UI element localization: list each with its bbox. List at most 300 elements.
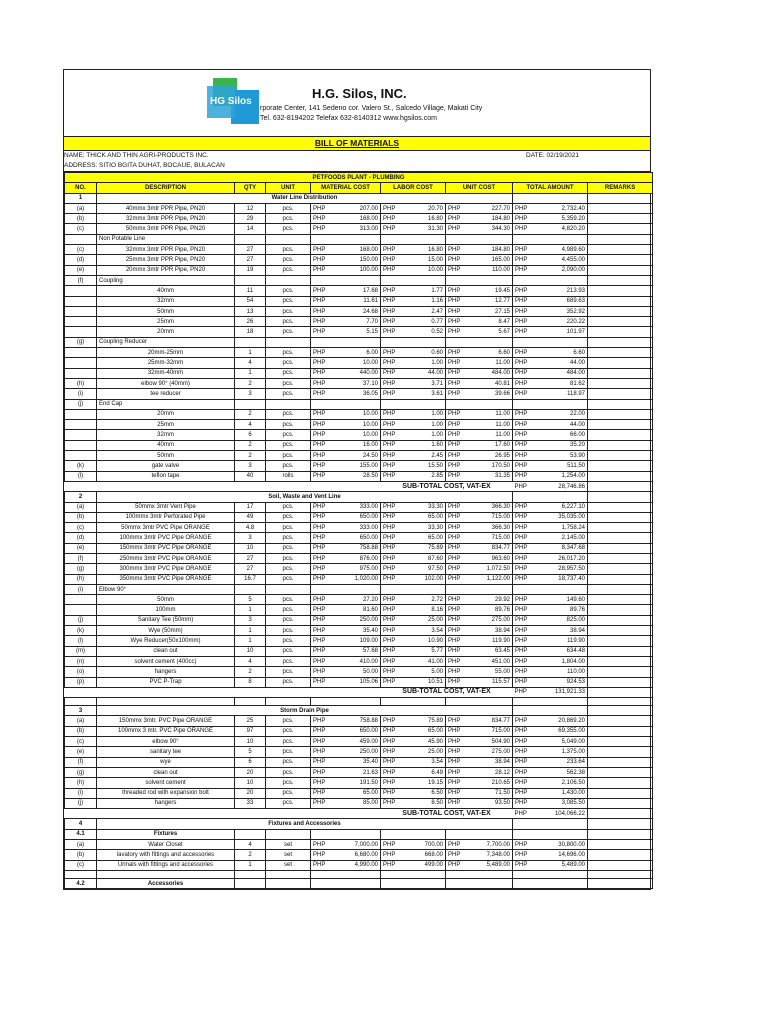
item-number: (l) [65,471,97,481]
total-amount [513,636,588,646]
currency-label: PHP [448,555,461,562]
unit-cost-value: 366.30 [491,524,510,531]
currency-label: PHP [448,370,461,377]
cell [381,275,446,285]
item-unit: pcs. [266,553,311,563]
item-unit: pcs. [266,440,311,450]
remarks [588,451,653,461]
item-description: 25mm [97,420,235,430]
remarks [588,286,653,296]
cell [235,584,266,594]
currency-label: PHP [313,308,326,315]
unit-cost [446,368,513,378]
total-amount-value: 924.53 [566,679,585,686]
item-row [65,850,653,860]
cell [513,870,588,878]
item-unit: pcs. [266,595,311,605]
item-quantity: 27 [235,553,266,563]
item-row [65,726,653,736]
item-description: 150mmx 3mtr. PVC Pipe ORANGE [97,716,235,726]
currency-label: PHP [448,759,461,766]
currency-label: PHP [514,689,527,696]
unit-cost-value: 26.95 [494,452,510,459]
currency-label: PHP [313,555,326,562]
item-quantity: 25 [235,716,266,726]
item-quantity: 5 [235,595,266,605]
cell [446,399,513,409]
remarks [588,850,653,860]
labor-cost-value: 41.00 [427,658,443,665]
item-number: (b) [65,726,97,736]
item-unit: pcs. [266,564,311,574]
currency-label: PHP [313,790,326,797]
currency-label: PHP [313,576,326,583]
unit-cost-value: 11.00 [495,421,510,428]
currency-label: PHP [313,668,326,675]
unit-cost-value: 715.00 [491,535,510,542]
currency-label: PHP [313,473,326,480]
item-row [65,615,653,625]
total-amount-value: 562.38 [566,769,585,776]
cell [235,399,266,409]
remarks [588,626,653,636]
labor-cost-value: 2.47 [431,308,443,315]
cell [266,870,311,878]
item-description: 300mmx 3mtr PVC Pipe ORANGE [97,564,235,574]
material-cost-value: 440.00 [359,370,378,377]
material-cost-value: 191.50 [359,779,378,786]
unit-cost [446,726,513,736]
item-description: 100mmx 3mtr PVC Pipe ORANGE [97,533,235,543]
subtotal-row [65,809,653,819]
labor-cost [381,440,446,450]
total-amount [513,224,588,234]
labor-cost [381,788,446,798]
material-cost-value: 7.70 [366,318,378,325]
currency-label: PHP [448,504,461,511]
currency-label: PHP [448,862,461,869]
unit-cost-value: 165.00 [491,257,510,264]
material-cost [311,327,381,337]
cell [65,687,381,697]
cell [588,829,653,839]
item-row [65,358,653,368]
item-quantity: 3 [235,615,266,625]
item-number [65,286,97,296]
cell [381,399,446,409]
material-cost [311,245,381,255]
cell [446,878,513,888]
currency-label: PHP [383,862,396,869]
labor-cost-value: 2.45 [431,452,443,459]
cell [513,878,588,888]
item-unit: pcs. [266,533,311,543]
remarks [588,564,653,574]
cell [266,584,311,594]
material-cost [311,726,381,736]
unit-cost-value: 93.50 [494,800,510,807]
labor-cost [381,840,446,850]
labor-cost-value: 3.71 [431,380,443,387]
section-title: Soil, Waste and Vent Line [97,492,513,502]
total-amount-value: 89.76 [569,607,585,614]
currency-label: PHP [515,246,528,253]
unit-cost-value: 27.15 [494,308,510,315]
remarks [588,553,653,563]
material-cost [311,788,381,798]
currency-label: PHP [383,246,396,253]
item-unit: pcs. [266,327,311,337]
item-description: 50mmx 3mtr PVC Pipe ORANGE [97,523,235,533]
item-number [65,605,97,615]
item-unit: pcs. [266,224,311,234]
cell [513,819,588,829]
currency-label: PHP [313,298,326,305]
material-cost [311,420,381,430]
unit-cost [446,564,513,574]
labor-cost [381,656,446,666]
total-amount-value: 634.48 [566,648,585,655]
item-row [65,757,653,767]
currency-label: PHP [383,545,396,552]
item-description: clean out [97,767,235,777]
cell [266,399,311,409]
cell [588,819,653,829]
currency-label: PHP [383,841,396,848]
material-cost [311,615,381,625]
unit-cost-value: 7,700.00 [486,841,510,848]
item-description: lavatory with fittings and accessories [97,850,235,860]
remarks [588,646,653,656]
item-row [65,840,653,850]
item-number [65,327,97,337]
currency-label: PHP [515,349,528,356]
currency-label: PHP [313,545,326,552]
cell [513,275,588,285]
currency-label: PHP [313,841,326,848]
remarks [588,543,653,553]
material-cost-value: 10.00 [362,359,378,366]
item-unit: pcs. [266,306,311,316]
unit-cost [446,767,513,777]
currency-label: PHP [515,565,528,572]
currency-label: PHP [448,257,461,264]
currency-label: PHP [448,215,461,222]
labor-cost [381,636,446,646]
cell [513,337,588,347]
material-cost [311,747,381,757]
currency-label: PHP [515,421,528,428]
item-row [65,512,653,522]
material-cost-value: 6,680.00 [354,851,378,858]
item-quantity: 14 [235,224,266,234]
item-unit: pcs. [266,747,311,757]
material-cost [311,626,381,636]
total-amount [513,420,588,430]
currency-label: PHP [383,380,396,387]
labor-cost [381,605,446,615]
item-quantity: 4 [235,840,266,850]
currency-label: PHP [448,226,461,233]
labor-cost [381,368,446,378]
currency-label: PHP [383,679,396,686]
material-cost-value: 650.00 [359,728,378,735]
unit-cost [446,358,513,368]
labor-cost-value: 10.51 [427,679,443,686]
total-amount [513,543,588,553]
labor-cost [381,245,446,255]
item-description: 50mmx 3mtr PPR Pipe, PN20 [97,224,235,234]
labor-cost-value: 3.54 [431,627,443,634]
material-cost [311,512,381,522]
unit-cost [446,605,513,615]
material-cost-value: 24.68 [362,308,378,315]
currency-label: PHP [383,411,396,418]
labor-cost [381,378,446,388]
labor-cost-value: 65.00 [427,728,443,735]
unit-cost-value: 8.47 [498,318,510,325]
total-amount [513,677,588,687]
item-row [65,798,653,808]
item-quantity: 17 [235,502,266,512]
labor-cost-value: 0.60 [431,349,443,356]
material-cost [311,850,381,860]
currency-label: PHP [383,607,396,614]
cell [381,584,446,594]
remarks [588,461,653,471]
item-description: 20mm [97,327,235,337]
material-cost-value: 975.00 [359,565,378,572]
item-number [65,451,97,461]
item-description: elbow 90° [97,737,235,747]
column-header-row [65,183,653,193]
total-amount-value: 20,869.20 [558,718,585,725]
currency-label: PHP [313,452,326,459]
material-cost [311,757,381,767]
section-title: Water Line Distribution [97,193,513,203]
item-quantity: 18 [235,327,266,337]
total-amount [513,296,588,306]
currency-label: PHP [313,851,326,858]
item-description: hangers [97,798,235,808]
item-row [65,553,653,563]
item-row [65,430,653,440]
currency-label: PHP [313,226,326,233]
material-cost [311,255,381,265]
material-cost-value: 1,020.00 [354,576,378,583]
remarks [588,737,653,747]
item-number: (c) [65,245,97,255]
total-amount-value: 825.00 [566,617,585,624]
currency-label: PHP [383,769,396,776]
item-quantity: 12 [235,203,266,213]
material-cost-value: 250.00 [359,617,378,624]
total-amount-value: 30,800.00 [558,841,585,848]
currency-label: PHP [448,349,461,356]
cell [235,878,266,888]
material-cost-value: 21.63 [362,769,378,776]
currency-label: PHP [313,390,326,397]
subsection-title: Fixtures [97,829,235,839]
material-cost-value: 7,000.00 [354,841,378,848]
material-cost [311,461,381,471]
currency-label: PHP [448,287,461,294]
currency-label: PHP [313,349,326,356]
remarks [588,265,653,275]
material-cost [311,646,381,656]
currency-label: PHP [515,287,528,294]
item-description: teflon tape [97,471,235,481]
unit-cost [446,553,513,563]
material-cost [311,737,381,747]
item-unit: pcs. [266,767,311,777]
currency-label: PHP [383,638,396,644]
item-unit: pcs. [266,265,311,275]
item-quantity: 2 [235,440,266,450]
remarks [588,420,653,430]
item-number [65,296,97,306]
material-cost [311,716,381,726]
item-unit: set [266,860,311,870]
unit-cost [446,677,513,687]
unit-cost [446,840,513,850]
item-description: 20mm [97,409,235,419]
material-cost-value: 168.00 [359,246,378,253]
currency-label: PHP [448,800,461,807]
item-unit: pcs. [266,757,311,767]
material-cost-value: 17.68 [362,287,378,294]
item-quantity: 10 [235,543,266,553]
total-amount [513,564,588,574]
labor-cost [381,778,446,788]
material-cost-value: 333.00 [359,504,378,511]
cell [588,878,653,888]
material-cost [311,296,381,306]
material-cost [311,778,381,788]
unit-cost [446,389,513,399]
material-cost [311,389,381,399]
total-amount-value: 38.94 [569,627,585,634]
currency-label: PHP [313,627,326,634]
item-unit: pcs. [266,358,311,368]
labor-cost-value: 5.77 [431,648,443,655]
total-amount [513,757,588,767]
item-unit: pcs. [266,798,311,808]
unit-cost-value: 7,348.00 [486,851,510,858]
material-cost [311,265,381,275]
item-unit: pcs. [266,430,311,440]
unit-cost-value: 29.92 [494,596,510,603]
currency-label: PHP [383,504,396,511]
item-unit: pcs. [266,348,311,358]
remarks [588,656,653,666]
labor-cost [381,358,446,368]
item-unit: pcs. [266,788,311,798]
material-cost-value: 313.00 [359,226,378,233]
currency-label: PHP [383,596,396,603]
item-unit: pcs. [266,615,311,625]
client-address-row [64,161,650,172]
currency-label: PHP [448,851,461,858]
unit-cost [446,747,513,757]
currency-label: PHP [515,329,528,336]
currency-label: PHP [448,246,461,253]
labor-cost [381,716,446,726]
remarks [588,306,653,316]
item-quantity: 20 [235,788,266,798]
unit-cost-value: 210.65 [491,779,510,786]
unit-cost-value: 504.90 [491,738,510,745]
currency-label: PHP [448,738,461,745]
cell [381,698,446,706]
currency-label: PHP [383,329,396,336]
cell [381,337,446,347]
material-cost-value: 6.00 [366,349,378,356]
material-cost [311,224,381,234]
cell [446,698,513,706]
remarks [588,747,653,757]
item-row [65,471,653,481]
item-unit: rolls [266,471,311,481]
item-description: 20mmx 3mtr PPR Pipe, PN20 [97,265,235,275]
item-description: 350mmx 3mtr PVC Pipe ORANGE [97,574,235,584]
item-unit: pcs. [266,317,311,327]
total-amount [513,860,588,870]
currency-label: PHP [515,226,528,233]
unit-cost [446,214,513,224]
item-number: (a) [65,840,97,850]
item-unit: pcs. [266,716,311,726]
item-quantity: 1 [235,860,266,870]
total-amount [513,461,588,471]
material-cost-value: 758.88 [359,718,378,725]
group-row [65,337,653,347]
group-title: Non Potable Line [97,234,235,244]
currency-label: PHP [515,514,528,521]
labor-cost [381,595,446,605]
labor-cost-value: 5.00 [431,668,443,675]
cell [588,492,653,502]
cell [65,809,381,819]
currency-label: PHP [383,565,396,572]
total-amount [513,378,588,388]
subtotal-amount [513,481,588,491]
labor-cost-value: 65.00 [427,535,443,542]
cell [266,698,311,706]
item-number: (c) [65,523,97,533]
column-header: UNIT [266,183,311,193]
currency-label: PHP [313,800,326,807]
total-amount [513,265,588,275]
currency-label: PHP [515,359,528,366]
material-cost [311,553,381,563]
total-amount-value: 1,804.00 [561,658,585,665]
labor-cost-value: 6.50 [431,790,443,797]
item-number: (c) [65,737,97,747]
unit-cost-value: 344.30 [491,226,510,233]
item-row [65,605,653,615]
material-cost-value: 105.06 [359,679,378,686]
total-amount-value: 35,035.00 [558,514,585,521]
item-number [65,358,97,368]
cell [588,706,653,716]
item-row [65,461,653,471]
total-amount [513,798,588,808]
currency-label: PHP [383,432,396,439]
remarks [588,203,653,213]
remarks [588,605,653,615]
item-description: 32mmx 3mtr PPR Pipe, PN20 [97,245,235,255]
